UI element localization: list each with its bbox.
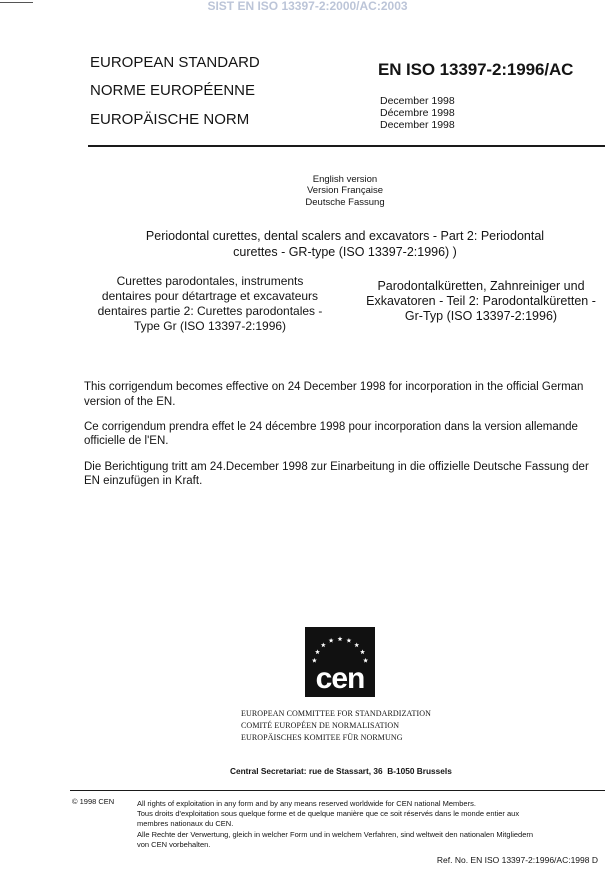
rights-line: membres nationaux du CEN. bbox=[137, 819, 234, 828]
version-en: English version bbox=[312, 174, 378, 185]
date-de: December 1998 bbox=[380, 119, 455, 131]
committee-name-de: EUROPÄISCHES KOMITEE FÜR NORMUNG bbox=[241, 733, 403, 742]
reference-number: Ref. No. EN ISO 13397-2:1996/AC:1998 D bbox=[436, 855, 598, 865]
cen-logo bbox=[305, 627, 375, 697]
logo-text: cen bbox=[315, 662, 365, 695]
notice-fr-line: Ce corrigendum prendra effet le 24 décembre 1998 pour incorporation dans la version allemande bbox=[84, 421, 578, 433]
title-de-line: Parodontalküretten, Zahnreiniger und bbox=[377, 279, 585, 293]
standard-title-en: EUROPEAN STANDARD bbox=[90, 54, 260, 71]
committee-name-en: EUROPEAN COMMITTEE FOR STANDARDIZATION bbox=[241, 709, 432, 718]
title-de-line: Exkavatoren - Teil 2: Parodontalküretten - bbox=[366, 294, 596, 308]
notice-fr-line: officielle de l'EN. bbox=[84, 435, 169, 447]
notice-en-line: version of the EN. bbox=[84, 396, 176, 408]
copyright: © 1998 CEN bbox=[72, 797, 115, 806]
central-secretariat: Central Secretariat: rue de Stassart, 36 B-1050 Brussels bbox=[230, 766, 452, 776]
rights-line: Alle Rechte der Verwertung, gleich in welcher Form und in welchem Verfahren, sind weltweit den nationalen Mitgliedern bbox=[137, 830, 534, 839]
watermark: SIST EN ISO 13397-2:2000/AC:2003 bbox=[207, 0, 408, 13]
standard-title-fr: NORME EUROPÉENNE bbox=[90, 82, 256, 99]
standard-title-de: EUROPÄISCHE NORM bbox=[90, 111, 250, 128]
notice-en-line: This corrigendum becomes effective on 24 December 1998 for incorporation in the official German bbox=[84, 381, 584, 393]
date-fr: Décembre 1998 bbox=[380, 107, 455, 119]
rights-line: All rights of exploitation in any form and by any means reserved worldwide for CEN national Members. bbox=[137, 799, 476, 808]
title-fr-line: dentaires partie 2: Curettes parodontales - bbox=[97, 304, 323, 318]
notice-de-line: Die Berichtigung tritt am 24.December 1998 zur Einarbeitung in die offizielle Deutsche Fassung der bbox=[84, 461, 589, 473]
title-en-line: Periodontal curettes, dental scalers and excavators - Part 2: Periodontal bbox=[145, 229, 545, 243]
standard-reference: EN ISO 13397-2:1996/AC bbox=[378, 60, 574, 79]
rights-line: Tous droits d'exploitation sous quelque forme et de quelque manière que ce soit réservés dans le monde entier aux bbox=[137, 809, 520, 818]
version-de: Deutsche Fassung bbox=[305, 197, 385, 208]
header-rule bbox=[88, 145, 605, 147]
version-fr: Version Française bbox=[306, 185, 384, 196]
title-fr-line: Type Gr (ISO 13397-2:1996) bbox=[133, 319, 287, 333]
committee-name-fr: COMITÉ EUROPÉEN DE NORMALISATION bbox=[241, 721, 400, 730]
title-de-line: Gr-Typ (ISO 13397-2:1996) bbox=[404, 309, 558, 323]
title-en-line: curettes - GR-type (ISO 13397-2:1996) ) bbox=[233, 245, 457, 259]
rights-line: von CEN vorbehalten. bbox=[137, 840, 211, 849]
title-fr-line: dentaires pour détartrage et excavateurs bbox=[101, 289, 319, 303]
footer-rule bbox=[70, 790, 605, 791]
notice-de-line: EN einzufügen in Kraft. bbox=[84, 475, 203, 487]
title-fr-line: Curettes parodontales, instruments bbox=[116, 274, 304, 288]
date-en: December 1998 bbox=[380, 95, 455, 107]
